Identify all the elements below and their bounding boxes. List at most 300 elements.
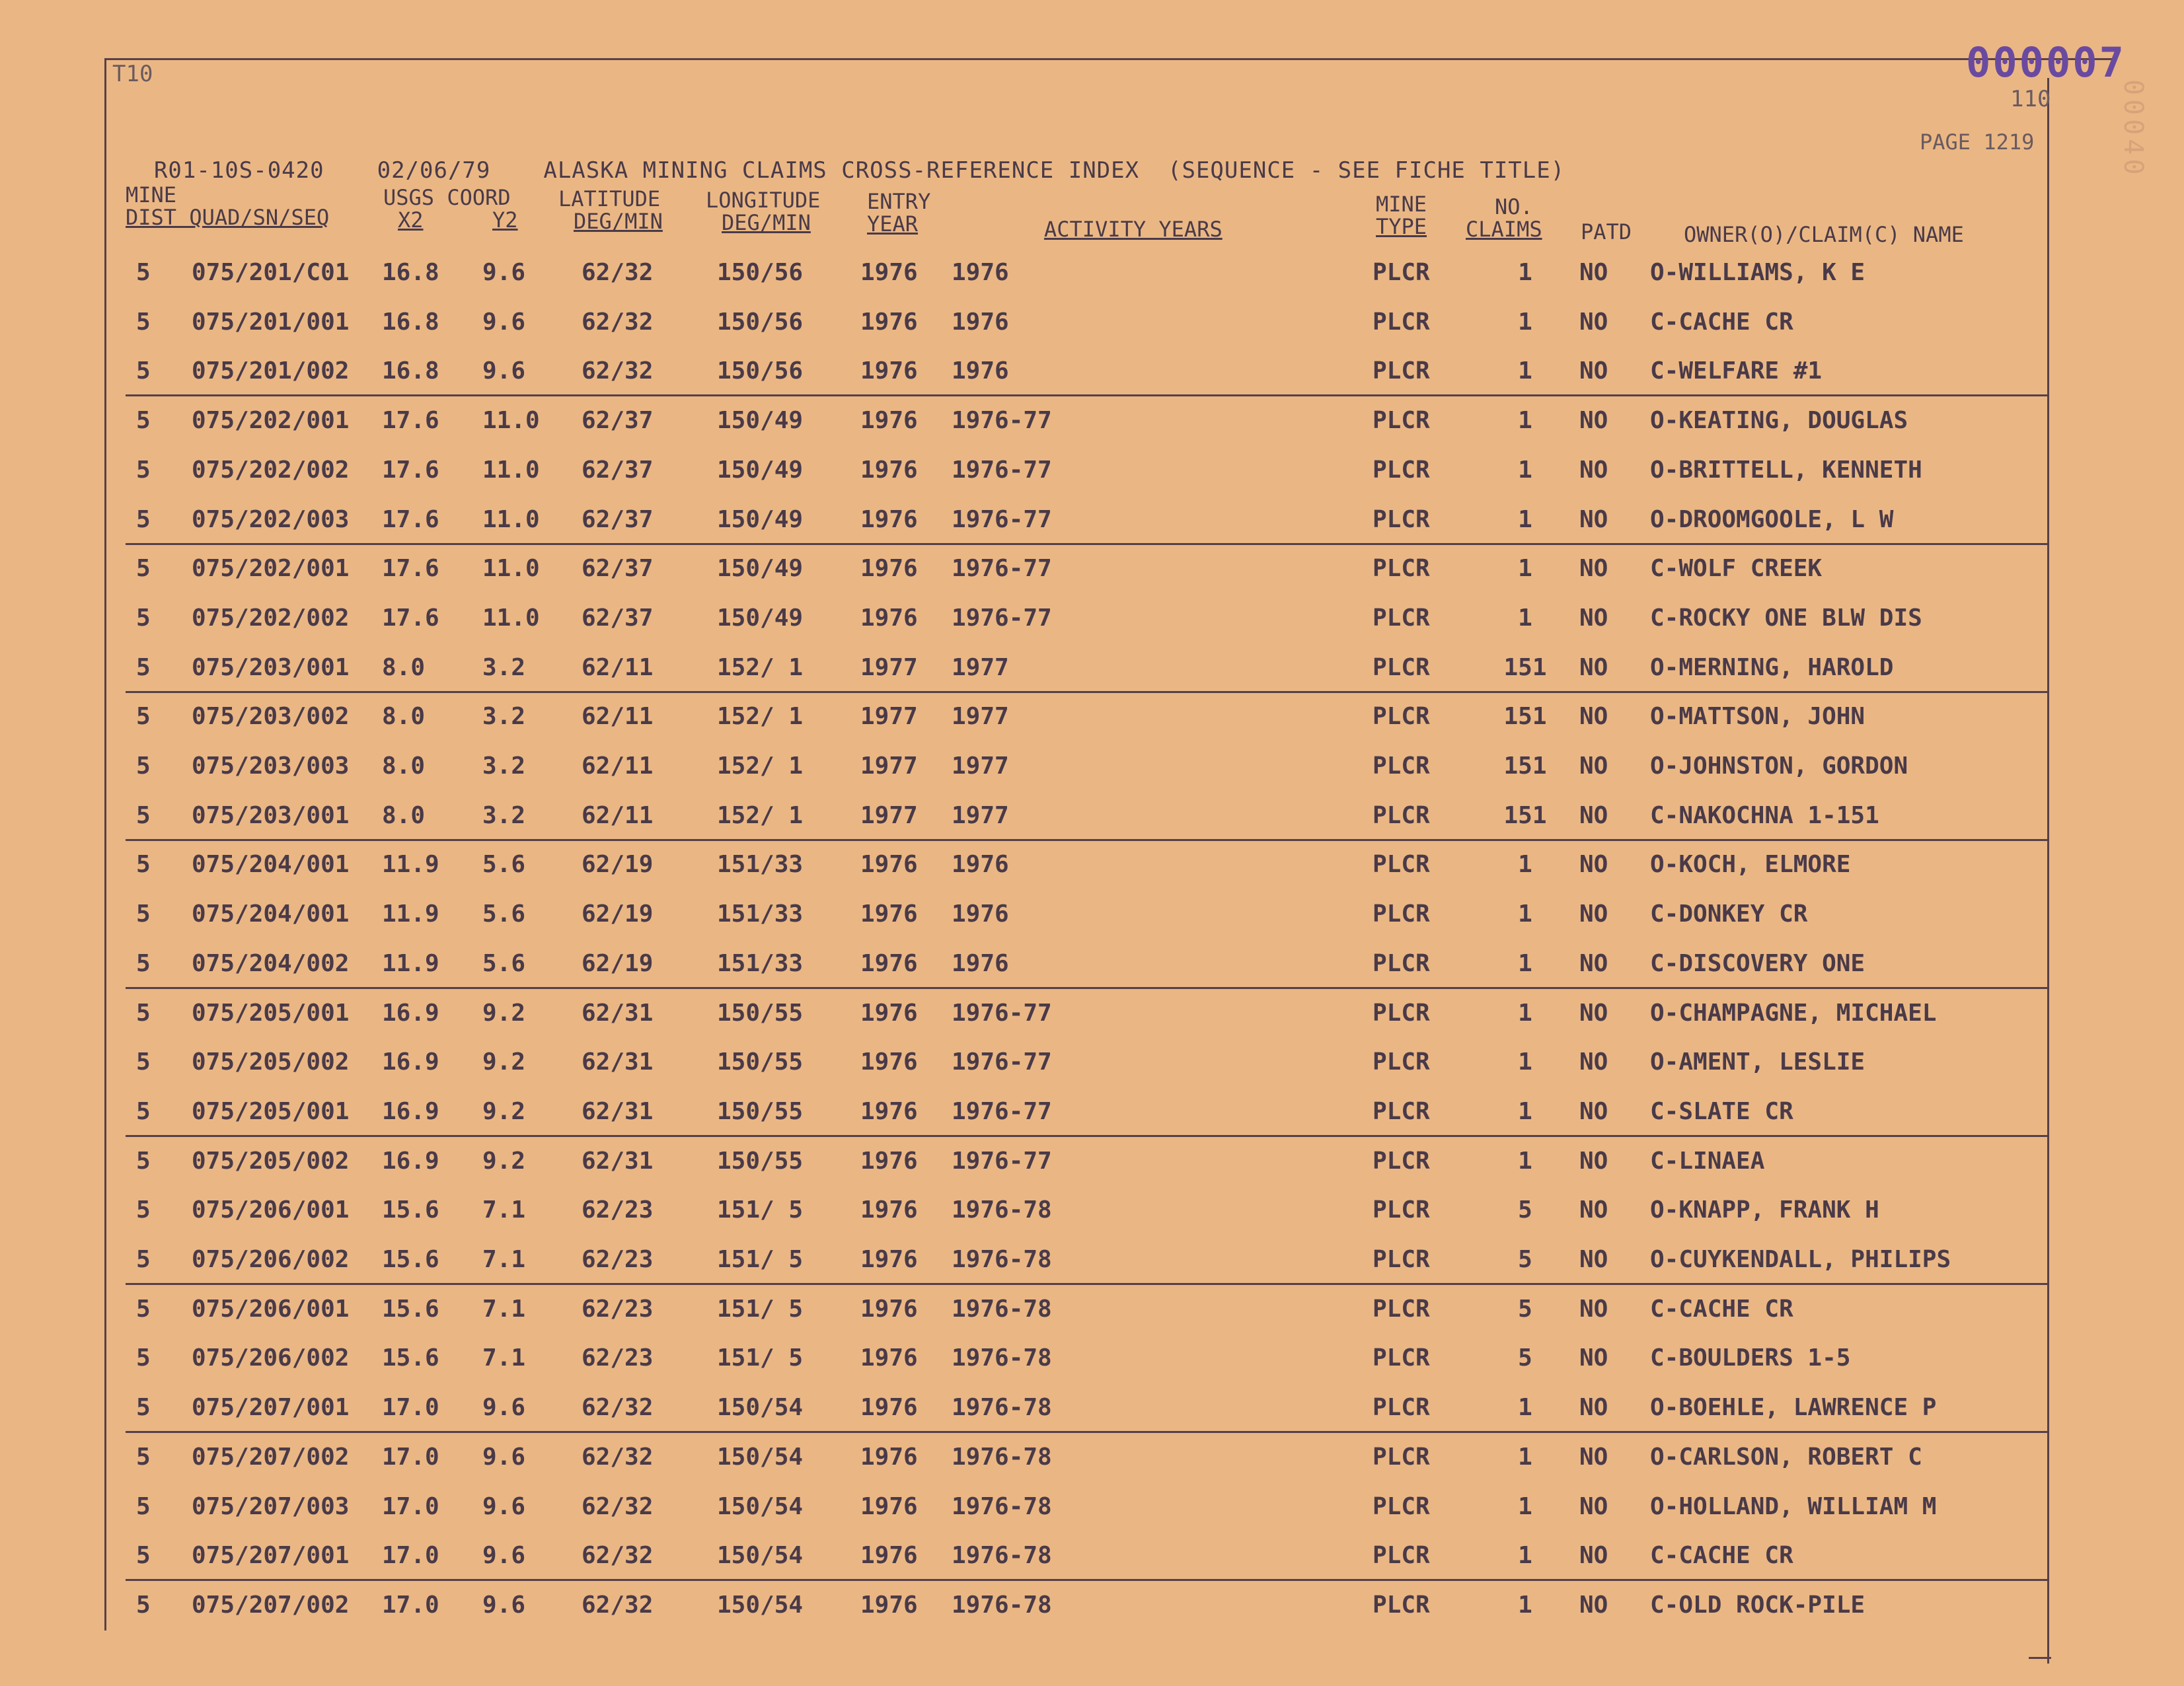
entry-year: 1977 (860, 801, 918, 829)
mine-dist: 5 (136, 801, 151, 829)
usgs-x2: 8.0 (382, 752, 426, 780)
table-row (126, 752, 2049, 789)
activity-years: 1976 (952, 308, 1009, 336)
latitude: 62/23 (582, 1196, 654, 1224)
patented: NO (1579, 1147, 1608, 1175)
number-of-claims: 1 (1518, 1542, 1532, 1570)
usgs-x2: 17.6 (382, 604, 439, 632)
mine-dist: 5 (136, 308, 151, 336)
owner-claim-name: C-CACHE CR (1650, 308, 1793, 336)
frame-number-stamp: 000007 (1966, 38, 2126, 87)
number-of-claims: 151 (1503, 801, 1547, 829)
entry-year: 1976 (860, 1591, 918, 1619)
report-id: R01-10S-0420 (153, 157, 324, 184)
entry-year: 1976 (860, 555, 918, 583)
quad-sn-seq: 075/206/002 (192, 1246, 350, 1273)
number-of-claims: 1 (1518, 851, 1532, 879)
longitude: 151/ 5 (717, 1246, 804, 1273)
entry-year: 1977 (860, 703, 918, 731)
longitude: 150/49 (717, 505, 804, 533)
latitude: 62/31 (582, 1048, 654, 1076)
usgs-x2: 8.0 (382, 801, 426, 829)
quad-sn-seq: 075/201/002 (192, 357, 350, 385)
col-longitude: LONGITUDE (706, 188, 821, 213)
mine-type: PLCR (1373, 999, 1430, 1027)
quad-sn-seq: 075/205/002 (192, 1147, 350, 1175)
latitude: 62/31 (582, 999, 654, 1027)
col-owner-claim-name: OWNER(O)/CLAIM(C) NAME (1684, 222, 1964, 247)
mine-type: PLCR (1373, 1492, 1430, 1520)
activity-years: 1976 (952, 851, 1009, 879)
col-mine-type-top: MINE (1376, 192, 1427, 217)
patented: NO (1579, 752, 1608, 780)
owner-claim-name: C-BOULDERS 1-5 (1650, 1344, 1851, 1372)
number-of-claims: 1 (1518, 1394, 1532, 1422)
usgs-x2: 17.6 (382, 555, 439, 583)
latitude: 62/32 (582, 1443, 654, 1471)
quad-sn-seq: 075/204/002 (192, 949, 350, 977)
patented: NO (1579, 1591, 1608, 1619)
owner-claim-name: O-KOCH, ELMORE (1650, 851, 1851, 879)
mine-dist: 5 (136, 1394, 151, 1422)
longitude: 150/55 (717, 1048, 804, 1076)
usgs-y2: 5.6 (482, 900, 526, 928)
activity-years: 1976-77 (952, 1097, 1052, 1125)
mine-type: PLCR (1373, 1591, 1430, 1619)
usgs-y2: 5.6 (482, 851, 526, 879)
usgs-x2: 15.6 (382, 1295, 439, 1323)
table-row (126, 1000, 2049, 1037)
longitude: 150/55 (717, 999, 804, 1027)
usgs-y2: 9.6 (482, 308, 526, 336)
latitude: 62/37 (582, 604, 654, 632)
owner-claim-name: O-BOEHLE, LAWRENCE P (1650, 1394, 1937, 1422)
usgs-x2: 16.9 (382, 999, 439, 1027)
longitude: 150/54 (717, 1542, 804, 1570)
usgs-y2: 3.2 (482, 653, 526, 681)
longitude: 150/55 (717, 1147, 804, 1175)
mine-type: PLCR (1373, 1048, 1430, 1076)
activity-years: 1976-77 (952, 999, 1052, 1027)
mine-dist: 5 (136, 1542, 151, 1570)
usgs-y2: 3.2 (482, 752, 526, 780)
mine-type: PLCR (1373, 851, 1430, 879)
longitude: 151/ 5 (717, 1295, 804, 1323)
entry-year: 1976 (860, 505, 918, 533)
number-of-claims: 1 (1518, 456, 1532, 484)
mine-type: PLCR (1373, 505, 1430, 533)
usgs-y2: 7.1 (482, 1246, 526, 1273)
usgs-x2: 17.0 (382, 1394, 439, 1422)
mine-type: PLCR (1373, 1542, 1430, 1570)
mine-dist: 5 (136, 653, 151, 681)
col-y2: Y2 (492, 207, 518, 233)
activity-years: 1976 (952, 900, 1009, 928)
patented: NO (1579, 1344, 1608, 1372)
number-of-claims: 151 (1503, 653, 1547, 681)
patented: NO (1579, 900, 1608, 928)
longitude: 150/49 (717, 456, 804, 484)
frame-left-line (104, 58, 106, 1631)
number-of-claims: 1 (1518, 1048, 1532, 1076)
owner-claim-name: C-WOLF CREEK (1650, 555, 1823, 583)
table-row (126, 457, 2049, 494)
owner-claim-name: O-KNAPP, FRANK H (1650, 1196, 1879, 1224)
usgs-y2: 7.1 (482, 1295, 526, 1323)
mine-type: PLCR (1373, 357, 1430, 385)
activity-years: 1976-78 (952, 1344, 1052, 1372)
mine-dist: 5 (136, 1344, 151, 1372)
patented: NO (1579, 1196, 1608, 1224)
usgs-x2: 11.9 (382, 900, 439, 928)
mine-dist: 5 (136, 456, 151, 484)
latitude: 62/32 (582, 259, 654, 286)
activity-years: 1976-77 (952, 456, 1052, 484)
mine-dist: 5 (136, 1097, 151, 1125)
table-row (126, 357, 2049, 396)
latitude: 62/23 (582, 1246, 654, 1273)
usgs-y2: 11.0 (482, 555, 540, 583)
owner-claim-name: O-CARLSON, ROBERT C (1650, 1443, 1922, 1471)
entry-year: 1976 (860, 456, 918, 484)
mine-dist: 5 (136, 1048, 151, 1076)
usgs-x2: 8.0 (382, 653, 426, 681)
mine-type: PLCR (1373, 1443, 1430, 1471)
usgs-y2: 3.2 (482, 801, 526, 829)
mine-dist: 5 (136, 357, 151, 385)
latitude: 62/37 (582, 407, 654, 435)
mine-dist: 5 (136, 1295, 151, 1323)
latitude: 62/32 (582, 357, 654, 385)
entry-year: 1976 (860, 1492, 918, 1520)
table-row (126, 1296, 2049, 1333)
mine-type: PLCR (1373, 703, 1430, 731)
usgs-x2: 17.0 (382, 1492, 439, 1520)
entry-year: 1976 (860, 1147, 918, 1175)
activity-years: 1976-78 (952, 1492, 1052, 1520)
usgs-x2: 11.9 (382, 851, 439, 879)
usgs-x2: 15.6 (382, 1196, 439, 1224)
quad-sn-seq: 075/203/001 (192, 653, 350, 681)
usgs-x2: 17.6 (382, 505, 439, 533)
usgs-x2: 16.9 (382, 1048, 439, 1076)
quad-sn-seq: 075/205/001 (192, 1097, 350, 1125)
usgs-y2: 9.6 (482, 1443, 526, 1471)
usgs-y2: 11.0 (482, 604, 540, 632)
table-row (126, 1246, 2049, 1285)
entry-year: 1976 (860, 1246, 918, 1273)
table-row (126, 1493, 2049, 1530)
col-no-top: NO. (1495, 194, 1533, 219)
mine-dist: 5 (136, 900, 151, 928)
entry-year: 1976 (860, 308, 918, 336)
latitude: 62/19 (582, 949, 654, 977)
owner-claim-name: C-NAKOCHNA 1-151 (1650, 801, 1879, 829)
patented: NO (1579, 555, 1608, 583)
number-of-claims: 151 (1503, 752, 1547, 780)
activity-years: 1976-77 (952, 407, 1052, 435)
activity-years: 1977 (952, 801, 1009, 829)
mine-dist: 5 (136, 1492, 151, 1520)
mine-dist: 5 (136, 1196, 151, 1224)
table-row (126, 654, 2049, 693)
patented: NO (1579, 1097, 1608, 1125)
entry-year: 1977 (860, 653, 918, 681)
usgs-y2: 9.2 (482, 1147, 526, 1175)
quad-sn-seq: 075/204/001 (192, 900, 350, 928)
col-claims: CLAIMS (1466, 217, 1542, 242)
report-title: ALASKA MINING CLAIMS CROSS-REFERENCE INDEX (SEQUENCE - SEE FICHE TITLE) (543, 157, 1565, 184)
activity-years: 1976 (952, 949, 1009, 977)
quad-sn-seq: 075/202/002 (192, 456, 350, 484)
latitude: 62/32 (582, 1542, 654, 1570)
owner-claim-name: C-ROCKY ONE BLW DIS (1650, 604, 1922, 632)
usgs-x2: 17.0 (382, 1443, 439, 1471)
entry-year: 1976 (860, 1295, 918, 1323)
latitude: 62/23 (582, 1344, 654, 1372)
patented: NO (1579, 505, 1608, 533)
activity-years: 1976-77 (952, 505, 1052, 533)
number-of-claims: 5 (1518, 1196, 1532, 1224)
usgs-y2: 7.1 (482, 1196, 526, 1224)
patented: NO (1579, 703, 1608, 731)
table-row (126, 1542, 2049, 1581)
patented: NO (1579, 604, 1608, 632)
mine-dist: 5 (136, 1443, 151, 1471)
usgs-x2: 17.0 (382, 1591, 439, 1619)
longitude: 151/33 (717, 949, 804, 977)
col-latitude: LATITUDE (558, 186, 661, 211)
number-of-claims: 1 (1518, 407, 1532, 435)
usgs-x2: 15.6 (382, 1344, 439, 1372)
quad-sn-seq: 075/203/003 (192, 752, 350, 780)
patented: NO (1579, 1295, 1608, 1323)
longitude: 150/54 (717, 1443, 804, 1471)
col-patented: PATD (1581, 219, 1632, 244)
activity-years: 1976-77 (952, 604, 1052, 632)
activity-years: 1977 (952, 653, 1009, 681)
patented: NO (1579, 308, 1608, 336)
patented: NO (1579, 801, 1608, 829)
table-row (126, 1394, 2049, 1433)
longitude: 151/ 5 (717, 1196, 804, 1224)
mine-dist: 5 (136, 555, 151, 583)
mine-type: PLCR (1373, 1147, 1430, 1175)
mine-type: PLCR (1373, 1097, 1430, 1125)
longitude: 150/49 (717, 407, 804, 435)
owner-claim-name: C-DONKEY CR (1650, 900, 1808, 928)
table-row (126, 1592, 2049, 1629)
latitude: 62/31 (582, 1147, 654, 1175)
quad-sn-seq: 075/202/001 (192, 407, 350, 435)
number-of-claims: 1 (1518, 357, 1532, 385)
mine-type: PLCR (1373, 555, 1430, 583)
activity-years: 1976-77 (952, 555, 1052, 583)
number-of-claims: 151 (1503, 703, 1547, 731)
latitude: 62/32 (582, 1492, 654, 1520)
usgs-x2: 8.0 (382, 703, 426, 731)
table-row (126, 900, 2049, 937)
entry-year: 1976 (860, 1196, 918, 1224)
quad-sn-seq: 075/202/002 (192, 604, 350, 632)
entry-year: 1976 (860, 357, 918, 385)
mine-type: PLCR (1373, 259, 1430, 286)
latitude: 62/11 (582, 752, 654, 780)
owner-claim-name: C-DISCOVERY ONE (1650, 949, 1865, 977)
patented: NO (1579, 1048, 1608, 1076)
mine-dist: 5 (136, 604, 151, 632)
entry-year: 1976 (860, 900, 918, 928)
entry-year: 1977 (860, 752, 918, 780)
activity-years: 1976-77 (952, 1147, 1052, 1175)
quad-sn-seq: 075/207/002 (192, 1443, 350, 1471)
number-of-claims: 1 (1518, 555, 1532, 583)
usgs-x2: 16.9 (382, 1097, 439, 1125)
latitude: 62/32 (582, 1394, 654, 1422)
table-row (126, 703, 2049, 740)
activity-years: 1976-78 (952, 1196, 1052, 1224)
mine-type: PLCR (1373, 308, 1430, 336)
longitude: 150/56 (717, 357, 804, 385)
number-of-claims: 1 (1518, 505, 1532, 533)
quad-sn-seq: 075/207/001 (192, 1542, 350, 1570)
longitude: 150/56 (717, 308, 804, 336)
mine-dist: 5 (136, 1591, 151, 1619)
entry-year: 1976 (860, 407, 918, 435)
table-row (126, 309, 2049, 346)
owner-claim-name: O-MATTSON, JOHN (1650, 703, 1865, 731)
usgs-y2: 11.0 (482, 407, 540, 435)
entry-year: 1976 (860, 949, 918, 977)
latitude: 62/11 (582, 653, 654, 681)
quad-sn-seq: 075/207/002 (192, 1591, 350, 1619)
quad-sn-seq: 075/203/001 (192, 801, 350, 829)
owner-claim-name: O-WILLIAMS, K E (1650, 259, 1865, 286)
number-of-claims: 1 (1518, 1443, 1532, 1471)
mine-type: PLCR (1373, 653, 1430, 681)
table-row (126, 1344, 2049, 1381)
latitude: 62/32 (582, 308, 654, 336)
number-of-claims: 1 (1518, 949, 1532, 977)
entry-year: 1976 (860, 1097, 918, 1125)
number-of-claims: 1 (1518, 259, 1532, 286)
table-row (126, 1444, 2049, 1481)
col-lon-units: DEG/MIN (722, 210, 811, 235)
table-row (126, 506, 2049, 545)
owner-claim-name: C-OLD ROCK-PILE (1650, 1591, 1865, 1619)
patented: NO (1579, 1542, 1608, 1570)
usgs-y2: 9.6 (482, 357, 526, 385)
col-mine-type: TYPE (1376, 214, 1427, 239)
owner-claim-name: C-SLATE CR (1650, 1097, 1793, 1125)
quad-sn-seq: 075/206/001 (192, 1295, 350, 1323)
usgs-x2: 15.6 (382, 1246, 439, 1273)
activity-years: 1976 (952, 259, 1009, 286)
col-entry: ENTRY (867, 189, 931, 214)
table-row (126, 1148, 2049, 1185)
activity-years: 1976-77 (952, 1048, 1052, 1076)
mine-type: PLCR (1373, 900, 1430, 928)
usgs-y2: 9.2 (482, 999, 526, 1027)
owner-claim-name: C-CACHE CR (1650, 1542, 1793, 1570)
mine-dist: 5 (136, 1246, 151, 1273)
report-header (126, 131, 1618, 184)
longitude: 150/49 (717, 555, 804, 583)
quad-sn-seq: 075/201/001 (192, 308, 350, 336)
report-date: 02/06/79 (377, 157, 491, 184)
quad-sn-seq: 075/205/001 (192, 999, 350, 1027)
quad-sn-seq: 075/203/002 (192, 703, 350, 731)
owner-claim-name: O-CUYKENDALL, PHILIPS (1650, 1246, 1951, 1273)
owner-claim-name: O-CHAMPAGNE, MICHAEL (1650, 999, 1937, 1027)
patented: NO (1579, 1443, 1608, 1471)
longitude: 151/33 (717, 851, 804, 879)
number-of-claims: 1 (1518, 1492, 1532, 1520)
usgs-y2: 9.6 (482, 259, 526, 286)
longitude: 151/33 (717, 900, 804, 928)
mine-type: PLCR (1373, 604, 1430, 632)
mine-dist: 5 (136, 407, 151, 435)
activity-years: 1976-78 (952, 1591, 1052, 1619)
entry-year: 1976 (860, 1394, 918, 1422)
owner-claim-name: O-BRITTELL, KENNETH (1650, 456, 1922, 484)
longitude: 150/55 (717, 1097, 804, 1125)
usgs-x2: 17.0 (382, 1542, 439, 1570)
quad-sn-seq: 075/201/C01 (192, 259, 350, 286)
owner-claim-name: O-JOHNSTON, GORDON (1650, 752, 1908, 780)
usgs-y2: 7.1 (482, 1344, 526, 1372)
latitude: 62/11 (582, 801, 654, 829)
quad-sn-seq: 075/202/001 (192, 555, 350, 583)
activity-years: 1977 (952, 703, 1009, 731)
corner-label-right: 110 (2010, 86, 2051, 112)
number-of-claims: 1 (1518, 1591, 1532, 1619)
mine-dist: 5 (136, 752, 151, 780)
patented: NO (1579, 407, 1608, 435)
number-of-claims: 1 (1518, 604, 1532, 632)
number-of-claims: 1 (1518, 900, 1532, 928)
quad-sn-seq: 075/206/002 (192, 1344, 350, 1372)
number-of-claims: 1 (1518, 308, 1532, 336)
owner-claim-name: O-DROOMGOOLE, L W (1650, 505, 1894, 533)
latitude: 62/23 (582, 1295, 654, 1323)
usgs-y2: 11.0 (482, 456, 540, 484)
table-row (126, 950, 2049, 989)
col-year: YEAR (867, 211, 919, 237)
patented: NO (1579, 1394, 1608, 1422)
quad-sn-seq: 075/204/001 (192, 851, 350, 879)
usgs-x2: 16.8 (382, 259, 439, 286)
entry-year: 1976 (860, 1344, 918, 1372)
patented: NO (1579, 259, 1608, 286)
usgs-y2: 3.2 (482, 703, 526, 731)
activity-years: 1976-78 (952, 1443, 1052, 1471)
latitude: 62/31 (582, 1097, 654, 1125)
col-dist-quad: DIST QUAD/SN/SEQ (126, 205, 330, 230)
patented: NO (1579, 1246, 1608, 1273)
longitude: 151/ 5 (717, 1344, 804, 1372)
patented: NO (1579, 851, 1608, 879)
usgs-y2: 9.6 (482, 1394, 526, 1422)
longitude: 150/54 (717, 1394, 804, 1422)
entry-year: 1976 (860, 1542, 918, 1570)
entry-year: 1976 (860, 1048, 918, 1076)
mine-type: PLCR (1373, 752, 1430, 780)
patented: NO (1579, 1492, 1608, 1520)
quad-sn-seq: 075/207/001 (192, 1394, 350, 1422)
corner-label-left: T10 (112, 61, 153, 87)
mine-type: PLCR (1373, 1295, 1430, 1323)
